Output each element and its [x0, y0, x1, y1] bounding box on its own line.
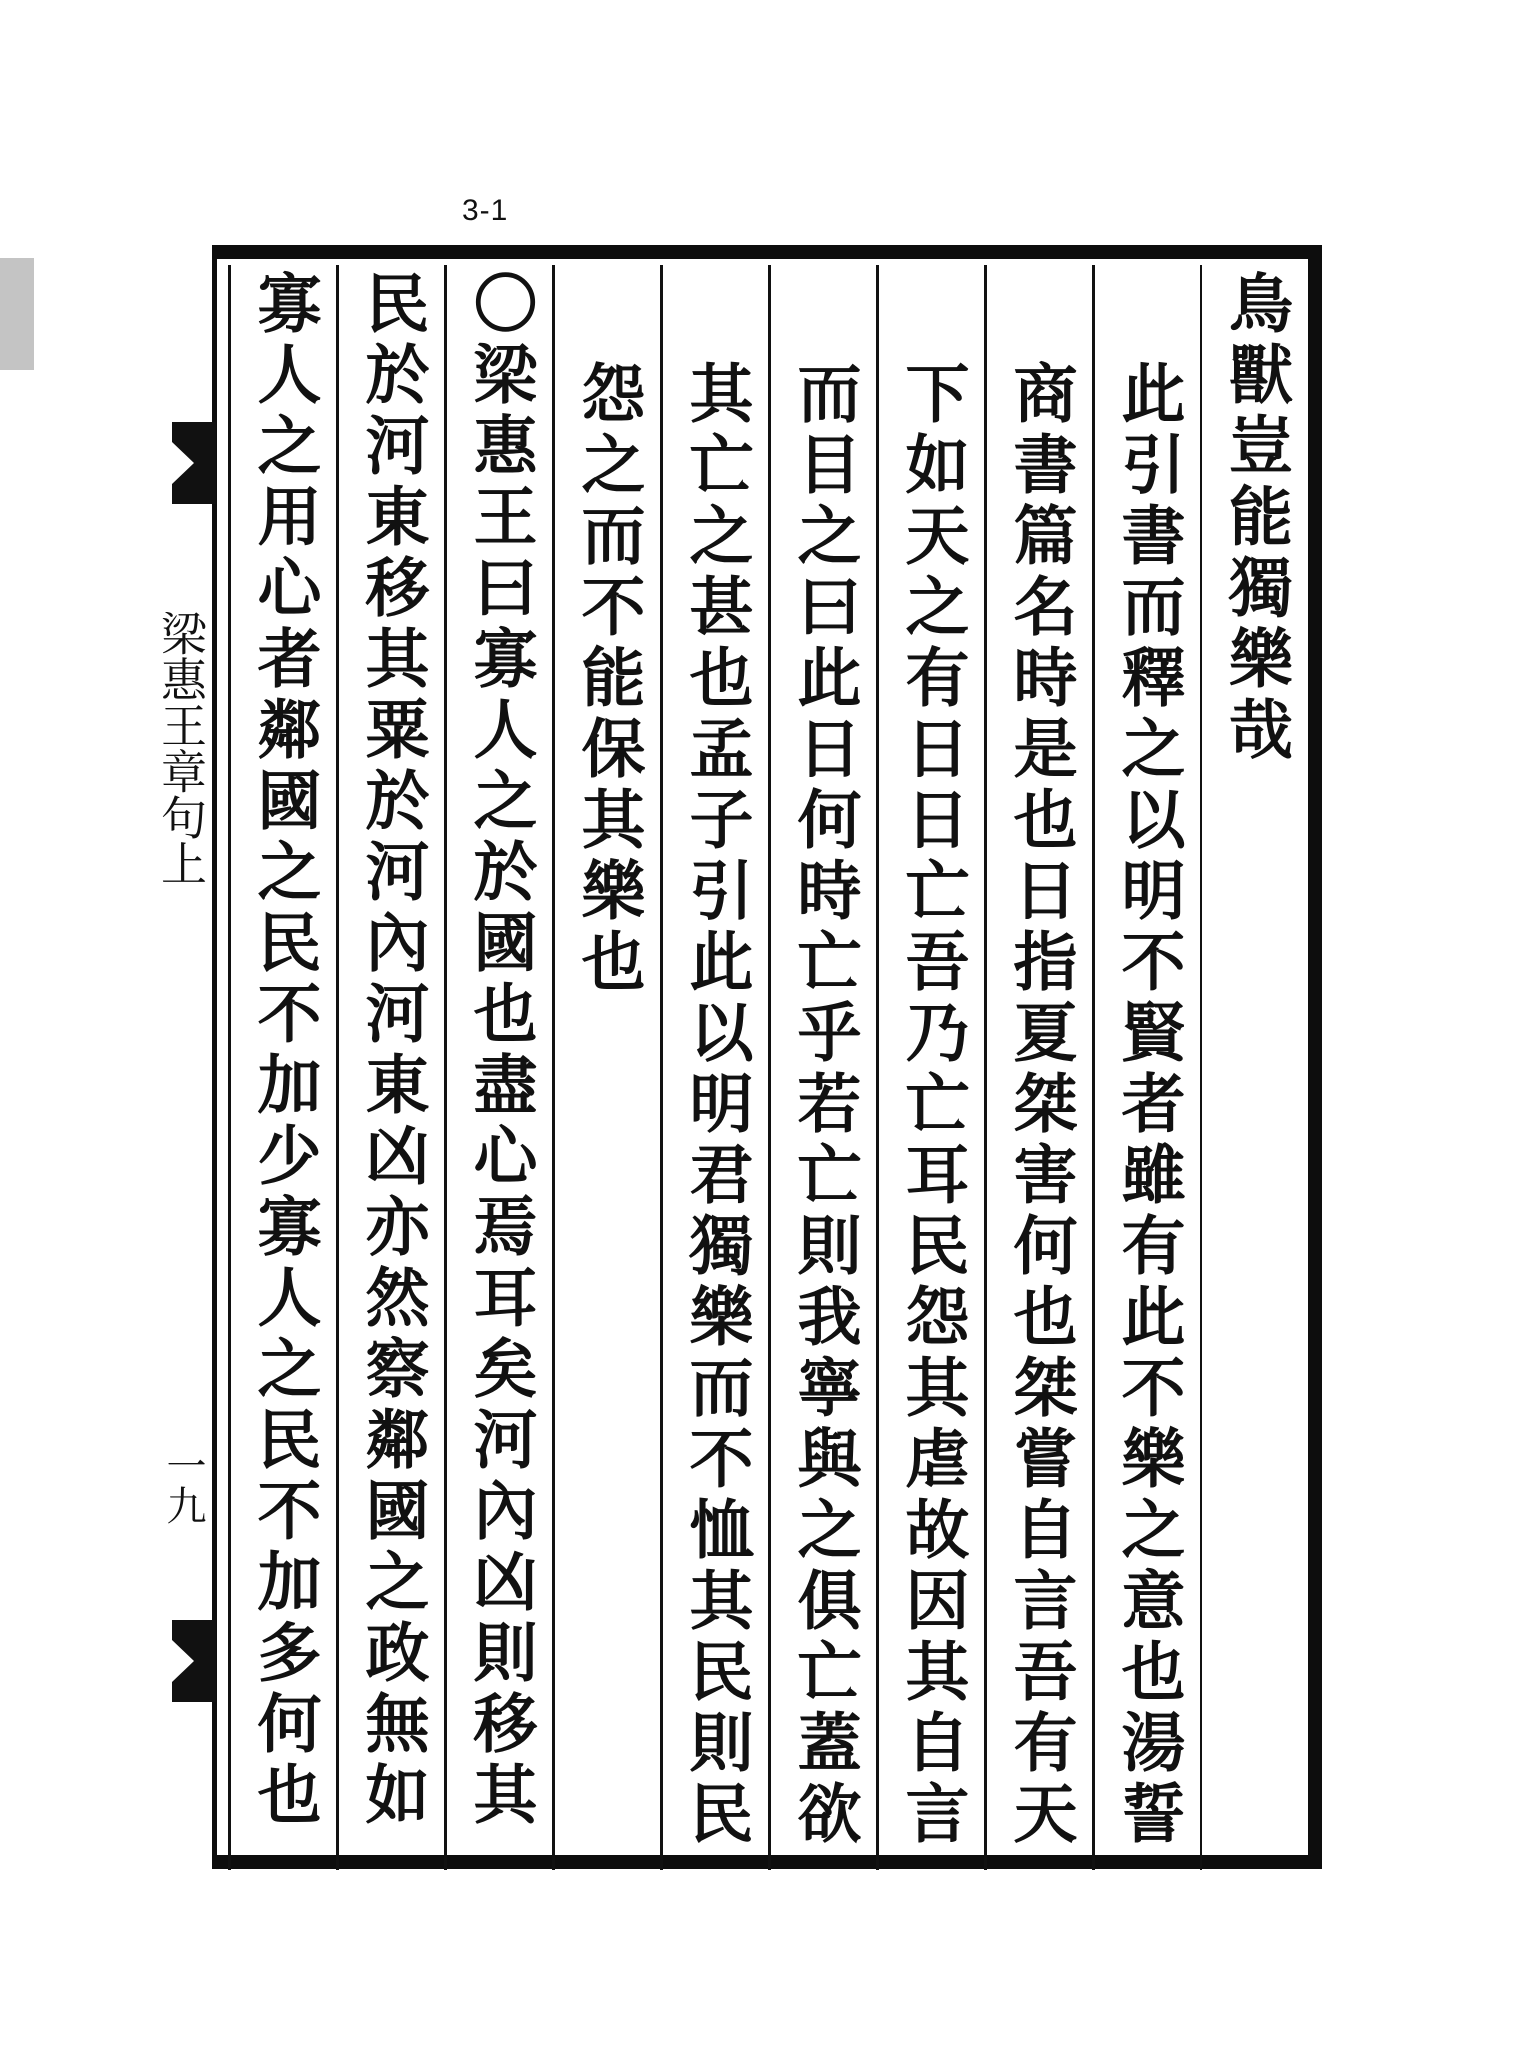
text-column-2 — [1092, 265, 1200, 1870]
text-column-5 — [768, 265, 876, 1870]
column-text: 而目之曰此日何時亡乎若亡則我寧與之俱亡蓋欲 — [786, 360, 862, 1851]
page-label: 3-1 — [462, 194, 509, 227]
column-text: 怨之而不能保其樂也 — [570, 360, 646, 999]
text-column-8 — [444, 265, 552, 1870]
column-text: 下如天之有日日亡吾乃亡耳民怨其虐故因其自言 — [894, 360, 970, 1851]
column-text: 〇梁惠王曰寡人之於國也盡心焉耳矣河內凶則移其 — [462, 270, 538, 1832]
text-column-6 — [660, 265, 768, 1870]
text-column-3 — [984, 265, 1092, 1870]
text-column-4 — [876, 265, 984, 1870]
text-column-1 — [1200, 265, 1308, 1870]
column-text: 鳥獸豈能獨樂哉 — [1218, 270, 1293, 767]
text-column-7 — [552, 265, 660, 1870]
scan-side-tab — [0, 258, 34, 370]
text-column-9 — [336, 265, 444, 1870]
frame-border-top — [212, 245, 1322, 259]
column-text: 此引書而釋之以明不賢者雖有此不樂之意也湯誓 — [1110, 360, 1186, 1851]
column-text: 寡人之用心者鄰國之民不加少寡人之民不加多何也 — [246, 270, 322, 1832]
fishtail-bottom-icon — [172, 1620, 216, 1702]
frame-border-right — [1308, 245, 1322, 1869]
fishtail-top-icon — [172, 422, 216, 504]
column-text: 民於河東移其粟於河內河東凶亦然察鄰國之政無如 — [354, 270, 430, 1832]
column-text: 商書篇名時是也日指夏桀害何也桀嘗自言吾有天 — [1002, 360, 1078, 1851]
gutter-chapter-title: 梁惠王章句上 — [154, 610, 208, 886]
folio-number: 一九 — [160, 1445, 206, 1525]
column-text: 其亡之甚也孟子引此以明君獨樂而不恤其民則民 — [678, 360, 754, 1851]
text-column-10 — [228, 265, 336, 1870]
